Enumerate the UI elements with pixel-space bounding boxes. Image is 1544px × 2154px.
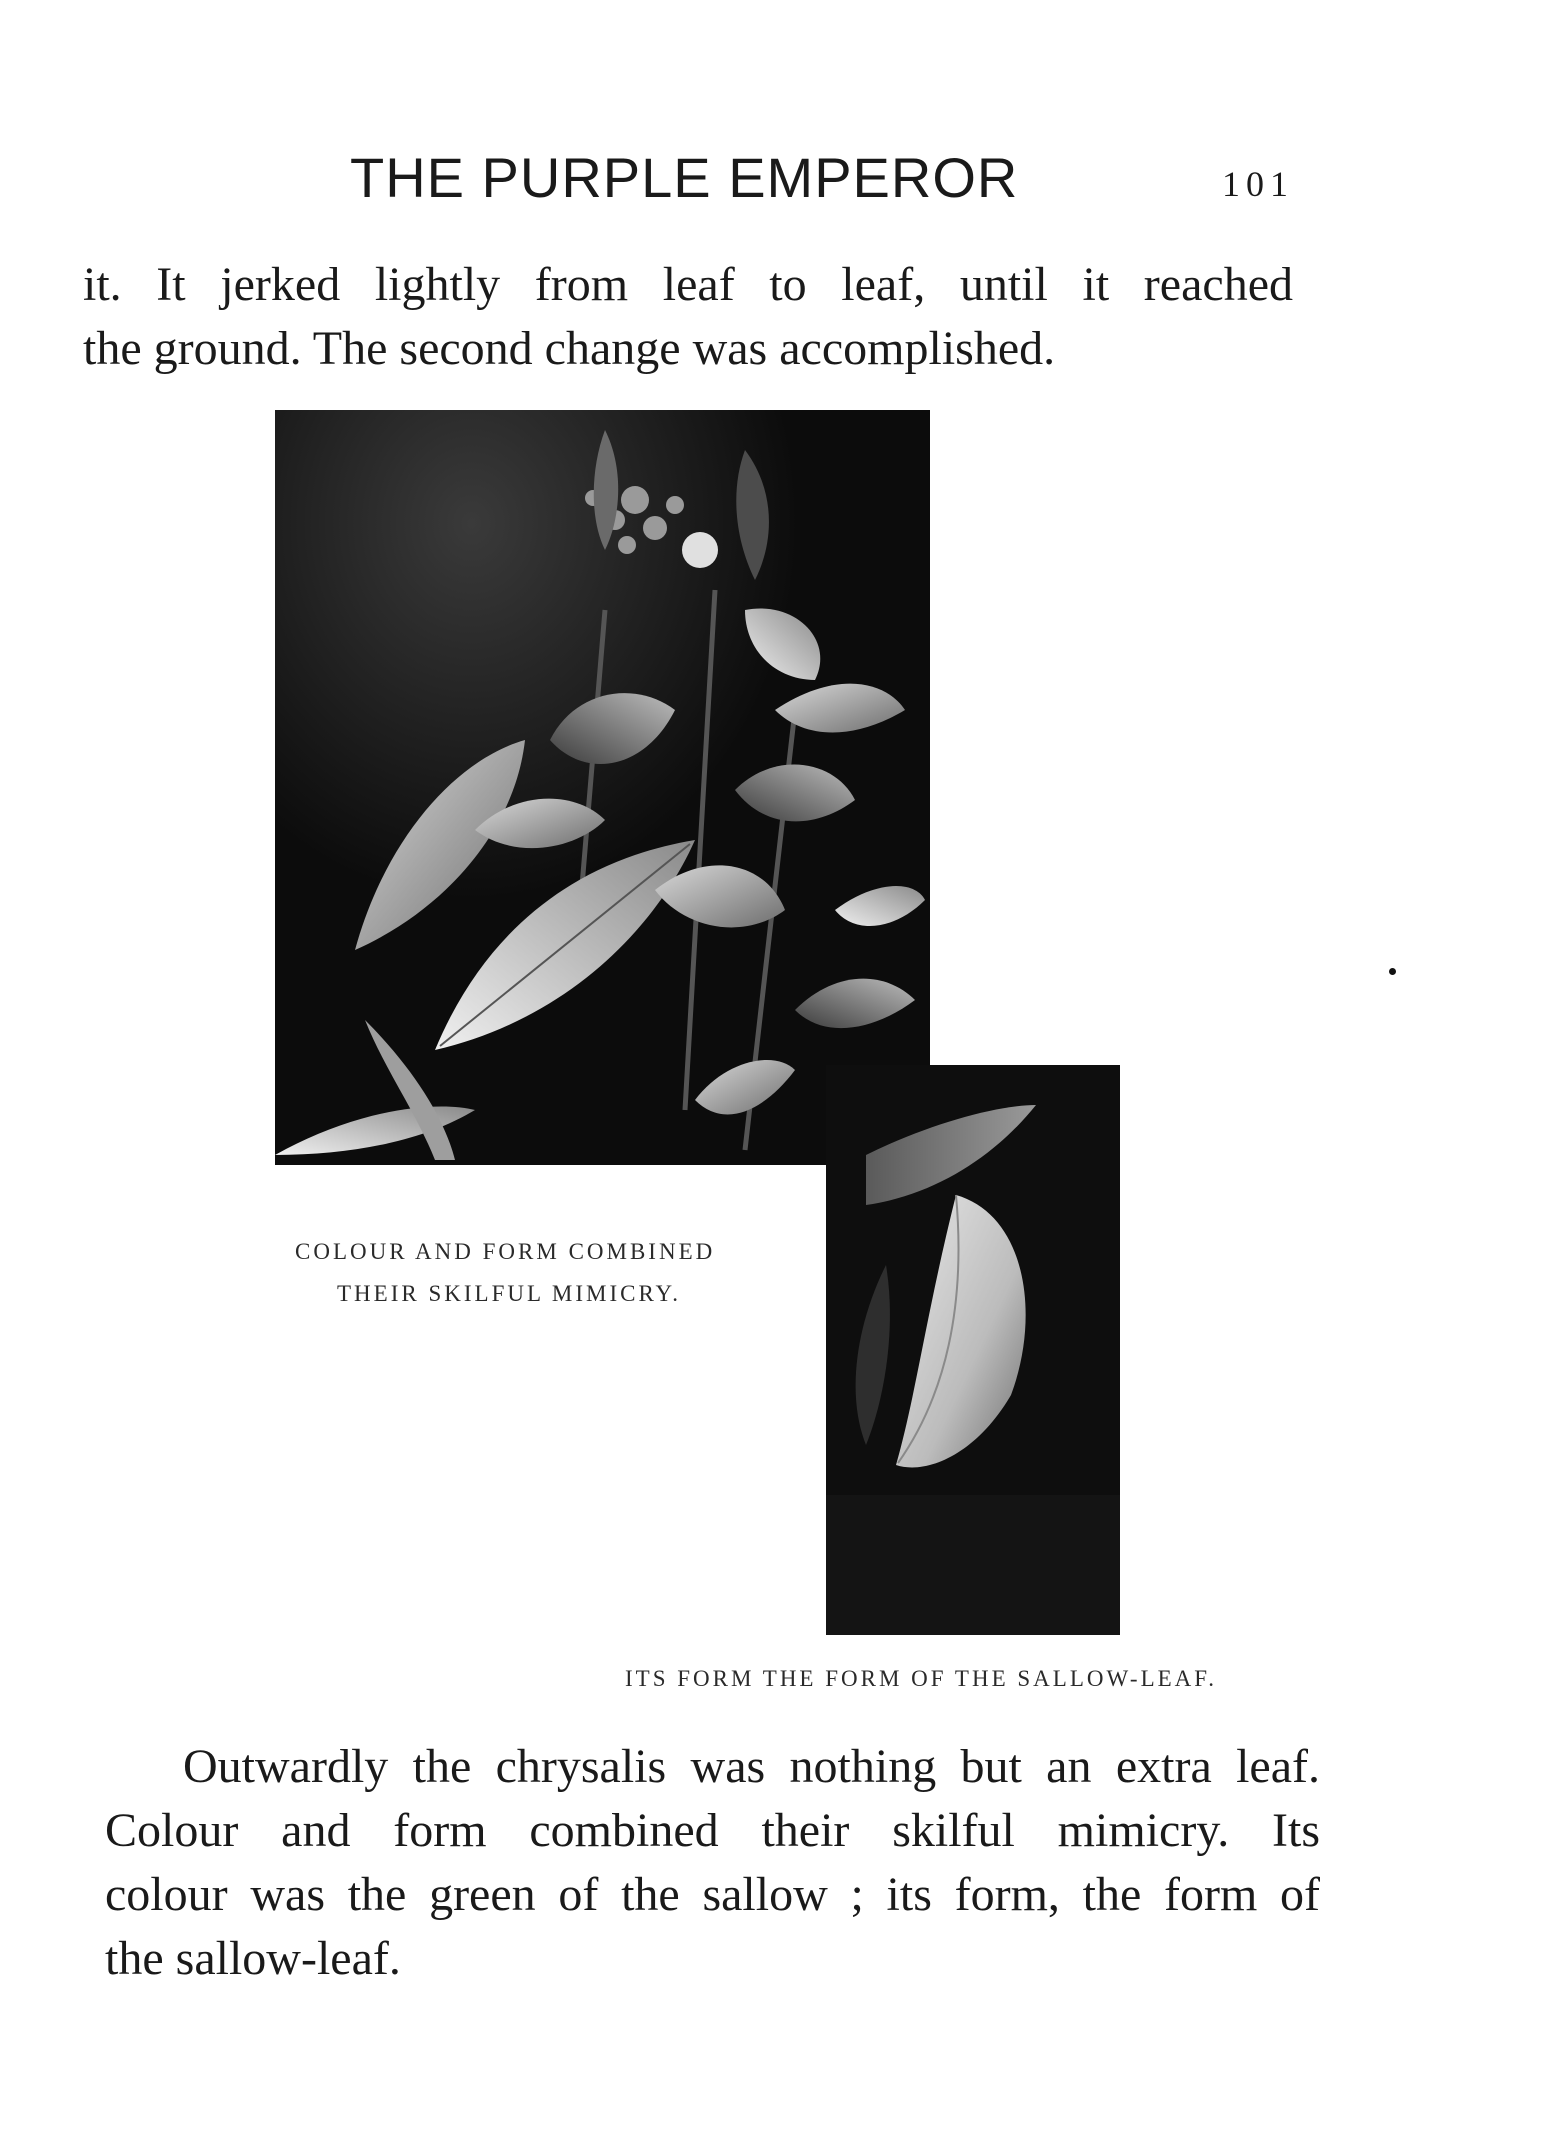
- figure-caption: THEIR SKILFUL MIMICRY.: [337, 1281, 681, 1306]
- top-paragraph: [83, 253, 1293, 381]
- bottom-paragraph: [105, 1735, 1320, 1991]
- text-line: it. It jerked lightly from leaf to leaf, until it reached: [83, 258, 1293, 311]
- foliage-photograph: [275, 410, 930, 1165]
- page-number: 101: [1222, 164, 1294, 204]
- text-line: the sallow-leaf.: [105, 1932, 401, 1985]
- text-line: Colour and form combined their skilful mimicry. Its: [105, 1804, 1320, 1857]
- text-line: Outwardly the chrysalis was nothing but an extra leaf.: [183, 1740, 1320, 1793]
- figure-caption: ITS FORM THE FORM OF THE SALLOW-LEAF.: [625, 1666, 1217, 1691]
- chrysalis-photograph: [826, 1065, 1120, 1635]
- figure-caption: COLOUR AND FORM COMBINED: [295, 1239, 716, 1264]
- text-line: colour was the green of the sallow ; its form, the form of: [105, 1868, 1320, 1921]
- running-head: THE PURPLE EMPEROR: [350, 146, 1019, 209]
- text-line: the ground. The second change was accomplished.: [83, 322, 1056, 375]
- ink-speck: [1389, 968, 1396, 975]
